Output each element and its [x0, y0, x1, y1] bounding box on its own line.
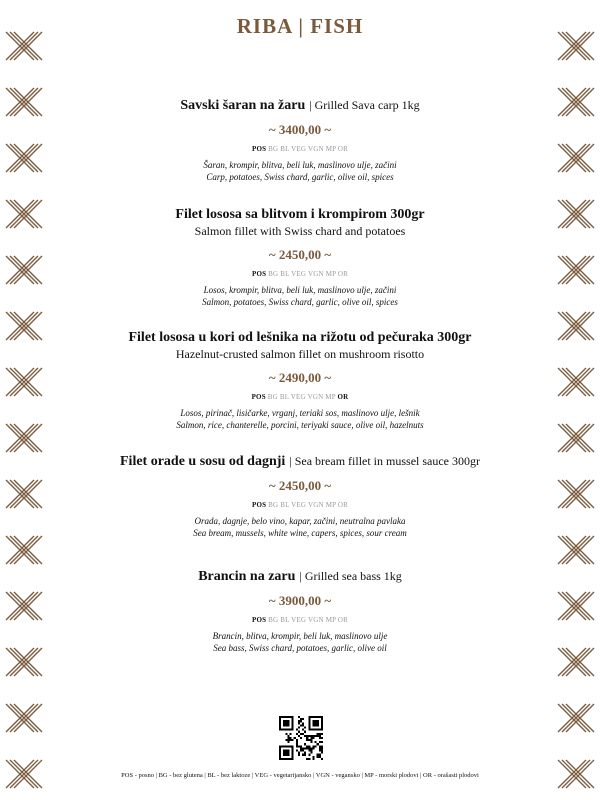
- tag-veg: VEG: [291, 145, 307, 153]
- cross-motif: [6, 480, 42, 508]
- tag-vgn: VGN: [307, 501, 324, 509]
- item-name: Filet lososa u kori od lešnika na rižotu od pečuraka 300gr: [128, 330, 472, 345]
- cross-motif: [558, 256, 594, 284]
- tag-veg: VEG: [291, 270, 307, 278]
- ingredients-sr: Šaran, krompir, blitva, beli luk, maslinovo ulje, začini: [203, 160, 397, 170]
- menu-item: [60, 567, 540, 654]
- tag-or: OR: [337, 270, 349, 278]
- tag-veg: VEG: [290, 393, 306, 401]
- tag-vgn: VGN: [307, 393, 324, 401]
- cross-motif: [6, 704, 42, 732]
- item-price: ~ 3400,00 ~: [268, 122, 332, 137]
- item-separator: |: [289, 454, 292, 468]
- menu-item: [60, 96, 540, 183]
- cross-motif: [558, 312, 594, 340]
- tag-bl: BL: [280, 145, 290, 153]
- tag-or: OR: [337, 501, 349, 509]
- cross-motif: [6, 256, 42, 284]
- tag-or: OR: [337, 393, 349, 401]
- item-title-line: [60, 567, 540, 585]
- tag-mp: MP: [325, 393, 336, 401]
- tag-vgn: VGN: [307, 616, 324, 624]
- dietary-tags: [60, 270, 540, 278]
- tag-veg: VEG: [291, 501, 307, 509]
- ingredients-en: Salmon, potatoes, Swiss chard, garlic, olive oil, spices: [202, 297, 398, 307]
- tag-pos: POS: [251, 393, 266, 401]
- cross-motif: [6, 536, 42, 564]
- menu-item: [60, 207, 540, 308]
- cross-motif: [6, 368, 42, 396]
- item-price: ~ 3900,00 ~: [268, 593, 332, 608]
- item-ingredients: [60, 630, 540, 654]
- tag-bl: BL: [280, 270, 290, 278]
- cross-motif: [6, 648, 42, 676]
- tag-pos: POS: [251, 270, 267, 278]
- cross-motif: [558, 424, 594, 452]
- ingredients-en: Salmon, rice, chanterelle, porcini, teriyaki sauce, olive oil, hazelnuts: [176, 420, 424, 430]
- item-ingredients: [60, 407, 540, 431]
- ingredients-sr: Brancin, blitva, krompir, beli luk, maslinovo ulje: [212, 631, 388, 641]
- menu-item: [60, 330, 540, 431]
- ingredients-en: Carp, potatoes, Swiss chard, garlic, olive oil, spices: [206, 172, 394, 182]
- cross-motif: [558, 88, 594, 116]
- dietary-tags: [60, 616, 540, 624]
- item-ingredients: [60, 515, 540, 539]
- cross-motif: [6, 88, 42, 116]
- cross-motif: [558, 704, 594, 732]
- item-name: Filet lososa sa blitvom i krompirom 300gr: [175, 207, 425, 222]
- item-ingredients: [60, 284, 540, 308]
- tag-bl: BL: [279, 393, 289, 401]
- cross-motif: [558, 480, 594, 508]
- ingredients-en: Sea bream, mussels, white wine, capers, spices, sour cream: [193, 528, 407, 538]
- tag-bl: BL: [280, 501, 290, 509]
- cross-motif: [6, 424, 42, 452]
- item-separator: |: [299, 569, 302, 583]
- item-price: ~ 2490,00 ~: [268, 370, 332, 385]
- dietary-tags: [60, 393, 540, 401]
- dietary-tags: [60, 501, 540, 509]
- tag-pos: POS: [251, 501, 267, 509]
- cross-motif: [6, 200, 42, 228]
- item-name: Brancin na zaru: [198, 569, 296, 584]
- cross-motif: [558, 592, 594, 620]
- ingredients-sr: Losos, pirinač, lisičarke, vrganj, teriaki sos, maslinovo ulje, lešnik: [180, 408, 420, 418]
- item-price: ~ 2450,00 ~: [268, 478, 332, 493]
- qr-code[interactable]: [279, 716, 323, 760]
- left-border-pattern: [0, 0, 48, 800]
- cross-motif: [558, 200, 594, 228]
- item-name-en: Grilled Sava carp 1kg: [314, 98, 420, 112]
- item-name-en: Sea bream fillet in mussel sauce 300gr: [294, 454, 480, 468]
- item-separator: |: [309, 98, 312, 112]
- tag-pos: POS: [251, 145, 267, 153]
- ingredients-sr: Orada, dagnje, belo vino, kapar, začini, neutralna pavlaka: [194, 516, 406, 526]
- tag-or: OR: [337, 616, 349, 624]
- tag-vgn: VGN: [307, 270, 324, 278]
- menu-item: [60, 452, 540, 539]
- tag-mp: MP: [325, 270, 336, 278]
- ingredients-en: Sea bass, Swiss chard, potatoes, garlic, olive oil: [213, 643, 387, 653]
- cross-motif: [6, 312, 42, 340]
- tag-bg: BG: [268, 616, 279, 624]
- tag-bl: BL: [280, 616, 290, 624]
- item-title-line: [60, 96, 540, 114]
- ingredients-sr: Losos, krompir, blitva, beli luk, maslinovo ulje, začini: [203, 285, 397, 295]
- cross-motif: [6, 592, 42, 620]
- cross-motif: [6, 144, 42, 172]
- tag-bg: BG: [267, 393, 278, 401]
- tag-bg: BG: [268, 145, 279, 153]
- item-name-en: Salmon fillet with Swiss chard and potatoes: [194, 224, 406, 238]
- tag-veg: VEG: [291, 616, 307, 624]
- item-title-line: [60, 452, 540, 470]
- dietary-tags: [60, 145, 540, 153]
- tag-or: OR: [337, 145, 349, 153]
- item-name-en: Grilled sea bass 1kg: [304, 569, 402, 583]
- tag-mp: MP: [325, 501, 336, 509]
- cross-motif: [558, 144, 594, 172]
- tag-mp: MP: [325, 145, 336, 153]
- cross-motif: [558, 536, 594, 564]
- tag-bg: BG: [268, 501, 279, 509]
- right-border-pattern: [552, 0, 600, 800]
- item-name-en: Hazelnut-crusted salmon fillet on mushroom risotto: [175, 347, 425, 361]
- item-name: Savski šaran na žaru: [180, 98, 306, 113]
- dietary-legend: POS - posno | BG - bez glutena | BL - bez laktoze | VEG - vegetarijansko | VGN - vegansko | MP - morski plodovi | OR - orašasti plodovi: [121, 772, 479, 779]
- tag-mp: MP: [325, 616, 336, 624]
- item-name: Filet orade u sosu od dagnji: [120, 454, 286, 469]
- cross-motif: [558, 368, 594, 396]
- tag-bg: BG: [268, 270, 279, 278]
- tag-pos: POS: [251, 616, 267, 624]
- item-price: ~ 2450,00 ~: [268, 247, 332, 262]
- cross-motif: [558, 648, 594, 676]
- tag-vgn: VGN: [307, 145, 324, 153]
- page-title: RIBA | FISH: [236, 14, 364, 38]
- item-ingredients: [60, 159, 540, 183]
